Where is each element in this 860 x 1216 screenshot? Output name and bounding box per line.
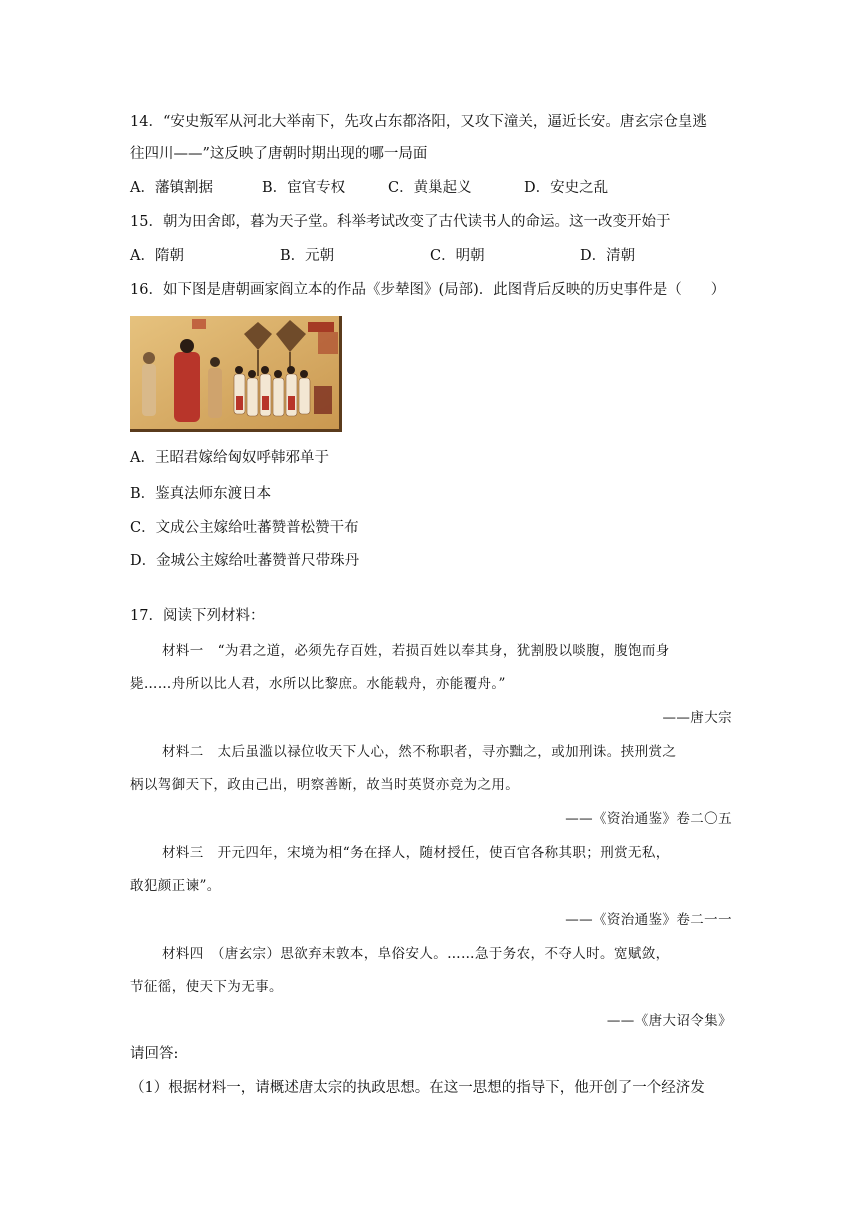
- material-1-source: ——唐大宗: [662, 710, 732, 726]
- q15-option-a: A．隋朝: [130, 248, 184, 264]
- material-4-source: ——《唐大诏令集》: [606, 1013, 732, 1029]
- sub-question-1: （1）根据材料一，请概述唐太宗的执政思想。在这一思想的指导下，他开创了一个经济发: [130, 1080, 705, 1096]
- material-3-line2: 敢犯颜正谏”。: [130, 878, 221, 894]
- material-2-line2: 柄以驾御天下，政由己出，明察善断，故当时英贤亦竞为之用。: [130, 777, 520, 793]
- q15-option-c: C．明朝: [430, 248, 485, 264]
- q16-option-b: B．鉴真法师东渡日本: [130, 486, 272, 502]
- q15-stem: 15．朝为田舍郎，暮为天子堂。科举考试改变了古代读书人的命运。这一改变开始于: [130, 214, 671, 230]
- q16-option-a: A．王昭君嫁给匈奴呼韩邪单于: [130, 450, 329, 466]
- material-3-source: ——《资治通鉴》卷二一一: [565, 912, 732, 928]
- painting-image: [130, 316, 342, 432]
- q14-option-c: C．黄巢起义: [388, 180, 472, 196]
- material-2-line1: 材料二 太后虽滥以禄位收天下人心，然不称职者，寻亦黜之，或加刑诛。挟刑赏之: [162, 744, 677, 760]
- q16-stem: 16．如下图是唐朝画家阎立本的作品《步辇图》(局部)．此图背后反映的历史事件是（ ）: [130, 282, 726, 298]
- material-3-line1: 材料三 开元四年，宋境为相“务在择人，随材授任，使百官各称其职；刑赏无私，: [162, 845, 670, 861]
- material-2-source: ——《资治通鉴》卷二〇五: [565, 811, 732, 827]
- material-4-line2: 节征徭，使天下为无事。: [130, 979, 283, 995]
- q14-stem-line2: 往四川——”这反映了唐朝时期出现的哪一局面: [130, 146, 428, 162]
- material-1-line1: 材料一 “为君之道，必须先存百姓，若损百姓以奉其身，犹割股以啖腹，腹饱而身: [162, 643, 670, 659]
- material-1-line2: 毙……舟所以比人君，水所以比黎庶。水能载舟，亦能覆舟。”: [130, 676, 506, 692]
- q16-option-c: C．文成公主嫁给吐蕃赞普松赞干布: [130, 520, 359, 536]
- q15-option-d: D．清朝: [580, 248, 636, 264]
- q17-title: 17．阅读下列材料：: [130, 608, 265, 624]
- q16-option-d: D．金城公主嫁给吐蕃赞普尺带珠丹: [130, 553, 360, 569]
- q15-option-b: B．元朝: [280, 248, 335, 264]
- q14-option-a: A．藩镇割据: [130, 180, 213, 196]
- q14-stem-line1: 14．“安史叛军从河北大举南下，先攻占东都洛阳，又攻下潼关，逼近长安。唐玄宗仓皇逃: [130, 114, 707, 130]
- material-4-line1: 材料四 （唐玄宗）思欲弃末敦本，阜俗安人。……急于务农，不夺人时。宽赋敛，: [162, 946, 670, 962]
- answer-prompt: 请回答:: [130, 1046, 179, 1062]
- q14-option-b: B．宦官专权: [262, 180, 346, 196]
- q14-option-d: D．安史之乱: [524, 180, 609, 196]
